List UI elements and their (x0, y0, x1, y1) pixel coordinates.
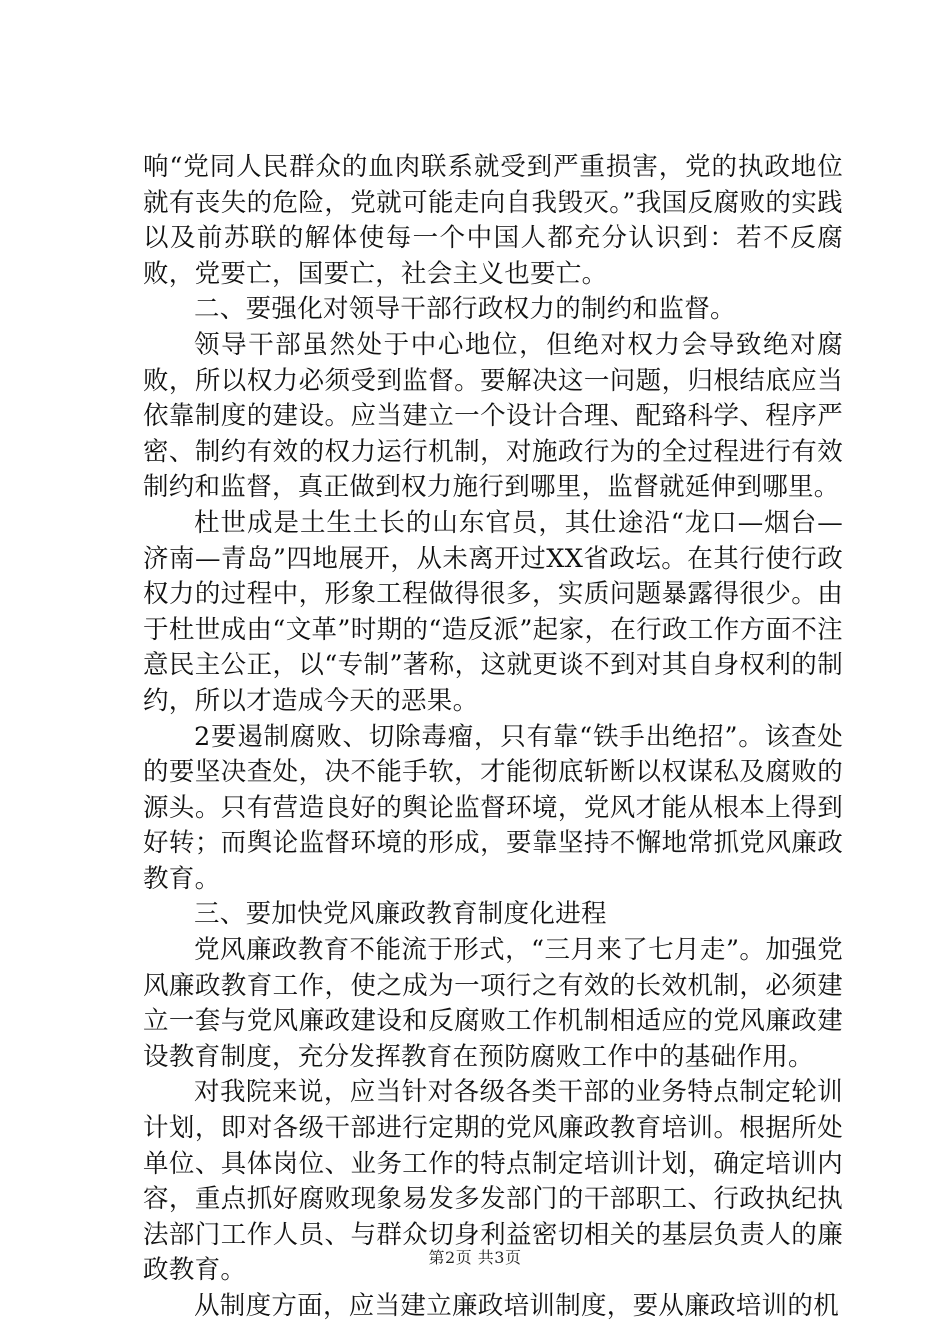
paragraph: 党风廉政教育不能流于形式，“三月来了七月走”。加强党风廉政教育工作，使之成为一项行之有效的长效机制，必须建立一套与党风廉政建设和反腐败工作机制相适应的党风廉政建设教育制度，充分发挥教育在预防腐败工作中的基础作用。 (143, 935, 843, 1072)
page-footer (0, 1245, 950, 1268)
paragraph: 响“党同人民群众的血肉联系就受到严重损害，党的执政地位就有丧失的危险，党就可能走向自我毁灭。”我国反腐败的实践以及前苏联的解体使每一个中国人都充分认识到：若不反腐败，党要亡，国要亡，社会主义也要亡。 (143, 152, 843, 289)
paragraph: 杜世成是土生土长的山东官员，其仕途沿“龙口—烟台—济南—青岛”四地展开，从未离开过XX省政坛。在其行使行政权力的过程中，形象工程做得很多，实质问题暴露得很少。由于杜世成由“文革”时期的“造反派”起家，在行政工作方面不注意民主公正，以“专制”著称，这就更谈不到对其自身权利的制约，所以才造成今天的恶果。 (143, 507, 843, 716)
page-number: 第2页 共3页 (428, 1248, 522, 1267)
paragraph: 从制度方面，应当建立廉政培训制度，要从廉政培训的机 (194, 1291, 840, 1321)
document-body (143, 150, 843, 1325)
section-heading-3: 三、要加快党风廉政教育制度化进程 (194, 899, 607, 930)
paragraph: 对我院来说，应当针对各级各类干部的业务特点制定轮训计划，即对各级干部进行定期的党风廉政教育培训。根据所处单位、具体岗位、业务工作的特点制定培训计划，确定培训内容，重点抓好腐败现象易发多发部门的干部职工、行政执纪执法部门工作人员、与群众切身利益密切相关的基层负责人的廉政教育。 (143, 1077, 843, 1286)
paragraph: 领导干部虽然处于中心地位，但绝对权力会导致绝对腐败，所以权力必须受到监督。要解决这一问题，归根结底应当依靠制度的建设。应当建立一个设计合理、配臵科学、程序严密、制约有效的权力运行机制，对施政行为的全过程进行有效制约和监督，真正做到权力施行到哪里，监督就延伸到哪里。 (143, 329, 843, 503)
section-heading-2: 二、要强化对领导干部行政权力的制约和监督。 (194, 294, 736, 325)
paragraph: 2要遏制腐败、切除毒瘤，只有靠“铁手出绝招”。该查处的要坚决查处，决不能手软，才能彻底斩断以权谋私及腐败的源头。只有营造良好的舆论监督环境，党风才能从根本上得到好转；而舆论监督环境的形成，要靠坚持不懈地常抓党风廉政教育。 (143, 721, 843, 894)
